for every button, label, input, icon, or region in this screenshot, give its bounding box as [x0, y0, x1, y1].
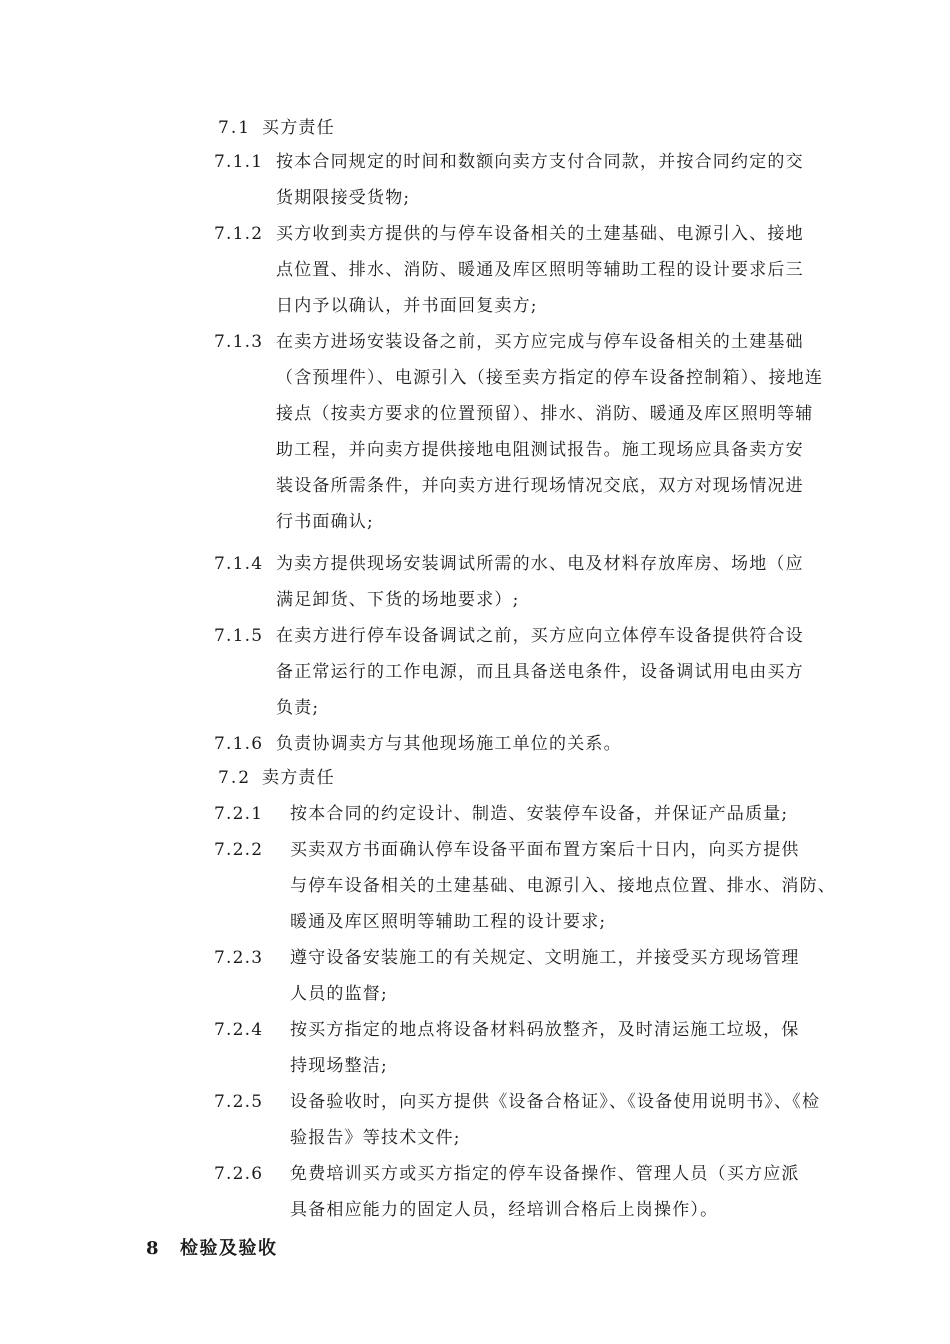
- section-7-1-heading: [218, 116, 335, 140]
- clause-line: 行书面确认;: [276, 512, 374, 532]
- clause-7-2-5-number: 7.2.5: [214, 1092, 264, 1112]
- clause-line: 遵守设备安装施工的有关规定、文明施工，并接受买方现场管理: [290, 948, 800, 968]
- clause-line: 为卖方提供现场安装调试所需的水、电及材料存放库房、场地（应: [276, 554, 804, 574]
- section-number: 7.2: [218, 768, 252, 788]
- clause-line: 人员的监督;: [290, 984, 388, 1004]
- clause-7-1-3-number: 7.1.3: [214, 332, 264, 352]
- clause-line: 免费培训买方或买方指定的停车设备操作、管理人员（买方应派: [290, 1164, 800, 1184]
- clause-line: （含预埋件）、电源引入（接至卖方指定的停车设备控制箱）、接地连: [276, 368, 824, 388]
- clause-7-1-6-number: 7.1.6: [214, 734, 264, 754]
- section-7-2-heading: [218, 766, 335, 790]
- clause-7-1-1-number: 7.1.1: [214, 152, 264, 172]
- section-title: 检验及验收: [180, 1238, 278, 1259]
- clause-line: 负责;: [276, 698, 320, 718]
- clause-line: 与停车设备相关的土建基础、电源引入、接地点位置、排水、消防、: [290, 876, 836, 896]
- clause-7-1-4-number: 7.1.4: [214, 554, 264, 574]
- clause-line: 按本合同的约定设计、制造、安装停车设备，并保证产品质量;: [290, 804, 789, 824]
- clause-7-2-2-number: 7.2.2: [214, 840, 264, 860]
- clause-7-2-4-number: 7.2.4: [214, 1020, 264, 1040]
- clause-line: 货期限接受货物;: [276, 188, 411, 208]
- clause-7-1-5-number: 7.1.5: [214, 626, 264, 646]
- clause-line: 满足卸货、下货的场地要求）;: [276, 590, 520, 610]
- clause-line: 设备验收时，向买方提供《设备合格证》、《设备使用说明书》、《检: [290, 1092, 821, 1112]
- clause-7-1-2-number: 7.1.2: [214, 224, 264, 244]
- clause-line: 点位置、排水、消防、暖通及库区照明等辅助工程的设计要求后三: [276, 260, 804, 280]
- clause-line: 助工程，并向卖方提供接地电阻测试报告。施工现场应具备卖方安: [276, 440, 804, 460]
- section-title: 卖方责任: [262, 768, 335, 788]
- section-title: 买方责任: [262, 118, 335, 138]
- clause-line: 接点（按卖方要求的位置预留）、排水、消防、暖通及库区照明等辅: [276, 404, 814, 424]
- clause-line: 在卖方进场安装设备之前，买方应完成与停车设备相关的土建基础: [276, 332, 804, 352]
- clause-7-2-3-number: 7.2.3: [214, 948, 264, 968]
- clause-line: 持现场整洁;: [290, 1056, 388, 1076]
- clause-7-2-6-number: 7.2.6: [214, 1164, 264, 1184]
- clause-line: 买卖双方书面确认停车设备平面布置方案后十日内，向买方提供: [290, 840, 800, 860]
- clause-7-2-1-number: 7.2.1: [214, 804, 264, 824]
- clause-line: 在卖方进行停车设备调试之前，买方应向立体停车设备提供符合设: [276, 626, 804, 646]
- clause-line: 日内予以确认，并书面回复卖方;: [276, 296, 538, 316]
- section-8-heading: [146, 1234, 278, 1260]
- clause-line: 备正常运行的工作电源，而且具备送电条件，设备调试用电由买方: [276, 662, 804, 682]
- clause-line: 买方收到卖方提供的与停车设备相关的土建基础、电源引入、接地: [276, 224, 804, 244]
- clause-line: 按买方指定的地点将设备材料码放整齐，及时清运施工垃圾，保: [290, 1020, 800, 1040]
- section-number: 8: [146, 1238, 161, 1259]
- clause-line: 具备相应能力的固定人员，经培训合格后上岗操作）。: [290, 1200, 719, 1220]
- section-number: 7.1: [218, 118, 252, 138]
- clause-line: 按本合同规定的时间和数额向卖方支付合同款，并按合同约定的交: [276, 152, 804, 172]
- clause-line: 暖通及库区照明等辅助工程的设计要求;: [290, 912, 607, 932]
- clause-line: 负责协调卖方与其他现场施工单位的关系。: [276, 734, 622, 754]
- clause-line: 验报告》等技术文件;: [290, 1128, 461, 1148]
- clause-line: 装设备所需条件，并向卖方进行现场情况交底，双方对现场情况进: [276, 476, 804, 496]
